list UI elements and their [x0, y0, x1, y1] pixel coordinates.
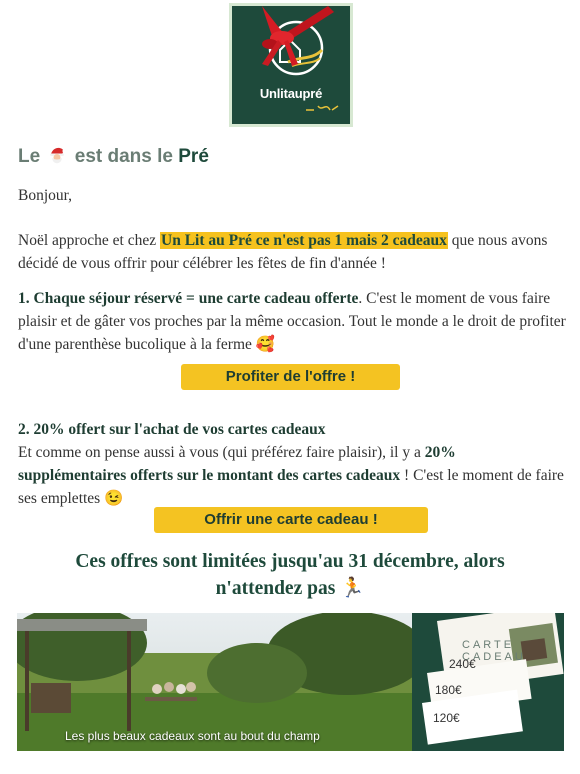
offer1-cta-button[interactable]: Profiter de l'offre !: [181, 364, 400, 390]
gift-card-title: CARTE CADEAU: [462, 639, 526, 663]
headline-middle: est dans le: [74, 146, 173, 167]
banner-caption: Les plus beaux cadeaux sont au bout du champ: [65, 729, 320, 743]
headline: [18, 145, 209, 168]
tagline-text: Ces offres sont limitées jusqu'au 31 décembre, alors n'attendez pas: [75, 551, 505, 599]
promo-banner[interactable]: [17, 613, 564, 751]
headline-accent: Pré: [178, 146, 209, 167]
gift-card-price: 120€: [433, 711, 460, 725]
offer2-cta-button[interactable]: Offrir une carte cadeau !: [154, 507, 428, 533]
intro-before: Noël approche et chez: [18, 232, 161, 249]
smiling-hearts-icon: 🥰: [255, 336, 276, 353]
offer2-bold: 20% supplémentaires offerts sur le montant des cartes cadeaux: [18, 444, 456, 484]
offer1-paragraph: [18, 287, 566, 356]
santa-icon: [47, 145, 67, 165]
brand-logo: [232, 6, 350, 124]
offer1-text: . C'est le moment de vous faire plaisir et de gâter vos proches par la même occasion. Tout le monde a le droit de profiter d'une parenthèse bucolique à la ferme: [18, 290, 566, 353]
offer2-title: 2. 20% offert sur l'achat de vos cartes cadeaux: [18, 421, 326, 438]
logo-wordmark: Unlitaupré: [259, 86, 323, 101]
offer2-text-before: Et comme on pense aussi à vous (qui préférez faire plaisir), il y a: [18, 444, 425, 461]
wink-icon: 😉: [104, 490, 124, 507]
greeting: Bonjour,: [18, 187, 73, 204]
headline-prefix: Le: [18, 146, 41, 167]
intro-paragraph: [18, 229, 566, 275]
intro-highlight: Un Lit au Pré ce n'est pas 1 mais 2 cadeaux: [161, 232, 447, 249]
offer2-text-after: ! C'est le moment de faire ses emplettes: [18, 467, 564, 507]
gift-card-price: 180€: [435, 683, 462, 697]
tagline: [30, 548, 550, 602]
running-person-icon: 🏃: [340, 578, 365, 599]
offer1-title: 1. Chaque séjour réservé = une carte cadeau offerte: [18, 290, 359, 307]
logo-frame[interactable]: [229, 3, 353, 127]
offer2-paragraph: [18, 418, 566, 510]
intro-after: que nous avons décidé de vous offrir pour célébrer les fêtes de fin d'année !: [18, 232, 548, 272]
gift-card-price: 240€: [449, 657, 476, 671]
